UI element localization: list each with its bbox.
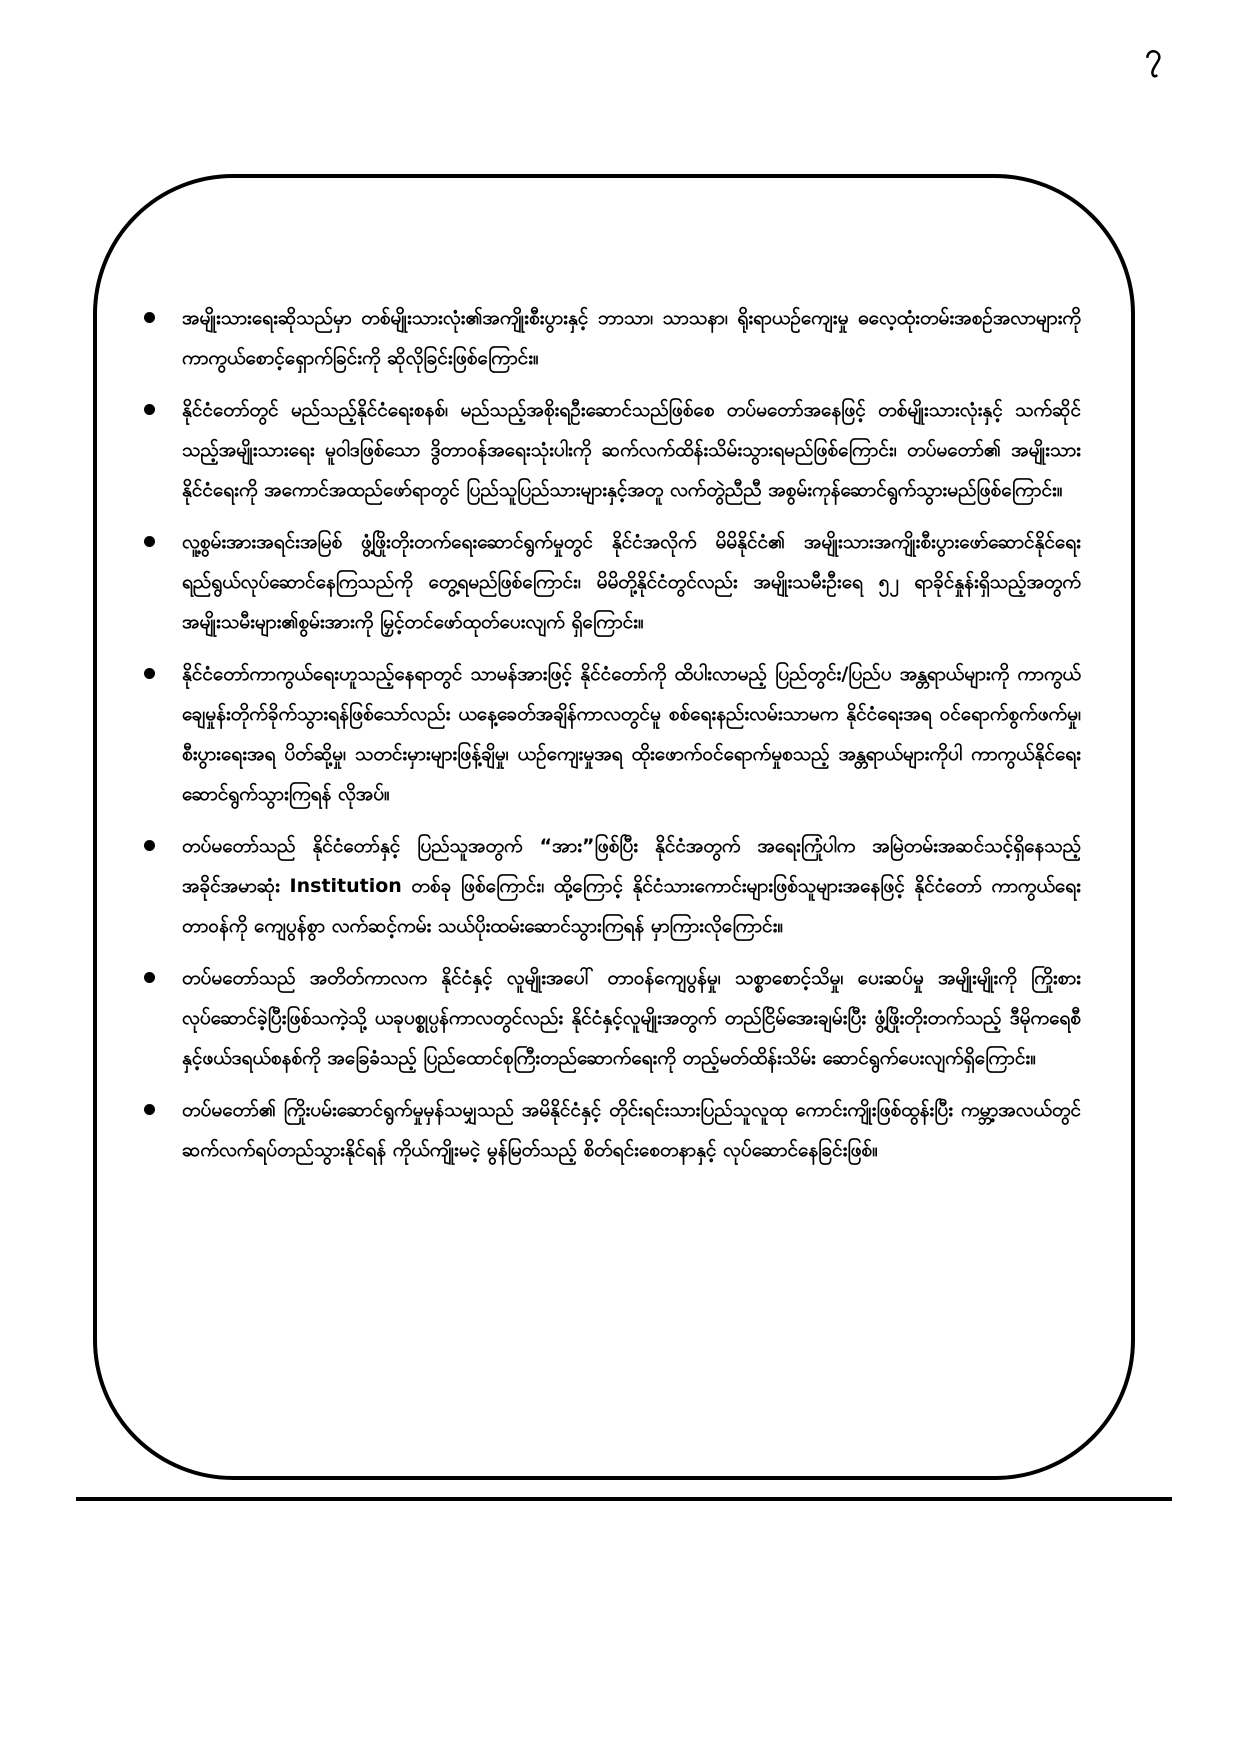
bottom-divider [76, 1497, 1172, 1501]
page-number: ၇ [1145, 37, 1162, 72]
list-item [142, 958, 1081, 1078]
bullet-list [142, 298, 1081, 1182]
bullet-dot-icon [144, 536, 155, 547]
bullet-dot-icon [144, 668, 155, 679]
list-item [142, 298, 1081, 378]
bullet-text: တပ်မတော်သည် နိုင်ငံတော်နှင့် ပြည်သူအတွက် “အား”ဖြစ်ပြီး နိုင်ငံအတွက် အရေးကြုံပါက အမြဲတမ်းအဆင်သင့်ရှိနေသည့် အခိုင်အမာဆုံး Institution တစ်ခု ဖြစ်ကြောင်း၊ ထို့ကြောင့် နိုင်ငံသားကောင်းများဖြစ်သူများအနေဖြင့် နိုင်ငံတော် ကာကွယ်ရေးတာဝန်ကို ကျေပွန်စွာ လက်ဆင့်ကမ်း သယ်ပိုးထမ်းဆောင်သွားကြရန် မှာကြားလိုကြောင်း။ [182, 835, 1081, 937]
list-item [142, 826, 1081, 946]
bullet-text: လူ့စွမ်းအားအရင်းအမြစ် ဖွံ့ဖြိုးတိုးတက်ရေးဆောင်ရွက်မှုတွင် နိုင်ငံအလိုက် မိမိနိုင်ငံ၏ အမျိုးသားအကျိုးစီးပွားဖော်ဆောင်နိုင်ရေး ရည်ရွယ်လုပ်ဆောင်နေကြသည်ကို တွေ့ရမည်ဖြစ်ကြောင်း၊ မိမိတို့နိုင်ငံတွင်လည်း အမျိုးသမီးဦးရေ ၅၂ ရာခိုင်နှုန်းရှိသည့်အတွက် အမျိုးသမီးများ၏စွမ်းအားကို မြှင့်တင်ဖော်ထုတ်ပေးလျက် ရှိကြောင်း။ [182, 531, 1081, 633]
list-item [142, 522, 1081, 642]
bullet-text: အမျိုးသားရေးဆိုသည်မှာ တစ်မျိုးသားလုံး၏အကျိုးစီးပွားနှင့် ဘာသာ၊ သာသနာ၊ ရိုးရာယဉ်ကျေးမှု ဓလေ့ထုံးတမ်းအစဉ်အလာများကို ကာကွယ်စောင့်ရှောက်ခြင်းကို ဆိုလိုခြင်းဖြစ်ကြောင်း။ [182, 307, 1081, 369]
content-frame [93, 174, 1135, 1480]
bullet-text: နိုင်ငံတော်တွင် မည်သည့်နိုင်ငံရေးစနစ်၊ မည်သည့်အစိုးရဦးဆောင်သည်ဖြစ်စေ တပ်မတော်အနေဖြင့် တစ်မျိုးသားလုံးနှင့် သက်ဆိုင်သည့်အမျိုးသားရေး မူဝါဒဖြစ်သော ဒွိတာဝန်အရေးသုံးပါးကို ဆက်လက်ထိန်းသိမ်းသွားရမည်ဖြစ်ကြောင်း၊ တပ်မတော်၏ အမျိုးသားနိုင်ငံရေးကို အကောင်အထည်ဖော်ရာတွင် ပြည်သူပြည်သားများနှင့်အတူ လက်တွဲညီညီ အစွမ်းကုန်ဆောင်ရွက်သွားမည်ဖြစ်ကြောင်း။ [182, 399, 1081, 501]
list-item [142, 390, 1081, 510]
list-item [142, 654, 1081, 814]
bullet-dot-icon [144, 404, 155, 415]
bullet-dot-icon [144, 312, 155, 323]
bullet-text: တပ်မတော်သည် အတိတ်ကာလက နိုင်ငံနှင့် လူမျိုးအပေါ် တာဝန်ကျေပွန်မှု၊ သစ္စာစောင့်သိမှု၊ ပေးဆပ်မှု အမျိုးမျိုးကို ကြိုးစားလုပ်ဆောင်ခဲ့ပြီးဖြစ်သကဲ့သို့ ယခုပစ္စုပ္ပန်ကာလတွင်လည်း နိုင်ငံနှင့်လူမျိုးအတွက် တည်ငြိမ်အေးချမ်းပြီး ဖွံ့ဖြိုးတိုးတက်သည့် ဒီမိုကရေစီနှင့်ဖယ်ဒရယ်စနစ်ကို အခြေခံသည့် ပြည်ထောင်စုကြီးတည်ဆောက်ရေးကို တည့်မတ်ထိန်းသိမ်း ဆောင်ရွက်ပေးလျက်ရှိကြောင်း။ [182, 967, 1081, 1069]
bullet-text: တပ်မတော်၏ ကြိုးပမ်းဆောင်ရွက်မှုမှန်သမျှသည် အမိနိုင်ငံနှင့် တိုင်းရင်းသားပြည်သူလူထု ကောင်းကျိုးဖြစ်ထွန်းပြီး ကမ္ဘာ့အလယ်တွင် ဆက်လက်ရပ်တည်သွားနိုင်ရန် ကိုယ်ကျိုးမငဲ့ မွန်မြတ်သည့် စိတ်ရင်းစေတနာနှင့် လုပ်ဆောင်နေခြင်းဖြစ်။ [182, 1099, 1081, 1161]
bullet-dot-icon [144, 972, 155, 983]
list-item [142, 1090, 1081, 1170]
bullet-dot-icon [144, 1104, 155, 1115]
bullet-text: နိုင်ငံတော်ကာကွယ်ရေးဟူသည့်နေရာတွင် သာမန်အားဖြင့် နိုင်ငံတော်ကို ထိပါးလာမည့် ပြည်တွင်း/ပြည်ပ အန္တရာယ်များကို ကာကွယ်ချေမှုန်းတိုက်ခိုက်သွားရန်ဖြစ်သော်လည်း ယနေ့ခေတ်အချိန်ကာလတွင်မူ စစ်ရေးနည်းလမ်းသာမက နိုင်ငံရေးအရ ဝင်ရောက်စွက်ဖက်မှု၊ စီးပွားရေးအရ ပိတ်ဆို့မှု၊ သတင်းမှားများဖြန့်ချိမှု၊ ယဉ်ကျေးမှုအရ ထိုးဖောက်ဝင်ရောက်မှုစသည့် အန္တရာယ်များကိုပါ ကာကွယ်နိုင်ရေး ဆောင်ရွက်သွားကြရန် လိုအပ်။ [182, 663, 1081, 805]
bullet-dot-icon [144, 840, 155, 851]
